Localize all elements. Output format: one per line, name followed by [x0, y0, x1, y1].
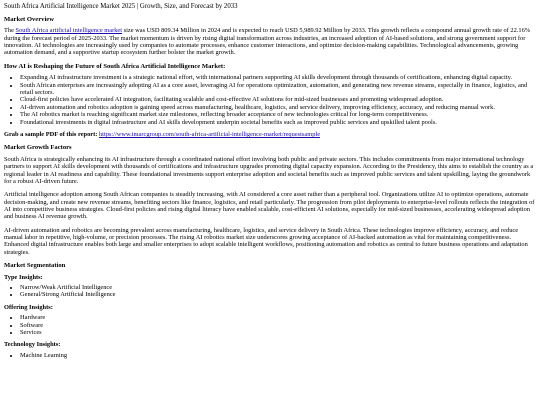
segmentation-heading: Market Segmentation [4, 262, 66, 270]
list-item: • The AI robotics market is reaching significant market size milestones, reflecting broader acceptance of new technologies critical for long-term competitiveness. [20, 111, 536, 118]
market-overview-paragraph [4, 27, 536, 56]
growth-paragraph: Artificial intelligence adoption among South African companies is steadily increasing, with AI considered a core asset rather than a peripheral tool. Organizations utilize AI to optimize operations, automate decision-making, and create new revenue streams, benefiting sectors like finance, logistics, and retail particularly. The progression from pilot deployments to enterprise-level rollouts reflects the integration of AI into competitive business strategies. Cloud-first policies and rising digital literacy have enabled scalable, cost-efficient AI solutions, especially for mid-sized businesses, accelerating widespread adoption and business AI revenue growth. [4, 191, 535, 221]
sample-pdf-label: Grab a sample PDF of this report: [4, 130, 98, 138]
market-overview-heading: Market Overview [4, 15, 54, 23]
list-item: • Expanding AI infrastructure investment is a strategic national effort, with international partners supporting AI skills development through thousands of certifications, enhancing digital capacity. [20, 74, 536, 81]
list-item: • Narrow/Weak Artificial Intelligence [20, 284, 536, 291]
offering-insights-heading: Offering Insights: [4, 303, 53, 311]
growth-paragraph: AI-driven automation and robotics are becoming prevalent across manufacturing, healthcare, logistics, and service delivery in South Africa. These technologies improve efficiency, accuracy, and reduce manual labor in repetitive, high-volume, or precision processes. The rising AI robotics market size underscores growing acceptance of AI-backed automation as vital for maintaining competitiveness. Enhanced digital infrastructure enables both large and smaller enterprises to adopt scalable intelligent workflows, positioning automation and robotics as central to future business operations and adaptation strategies. [4, 226, 528, 256]
reshaping-heading: How AI is Reshaping the Future of South Africa Artificial Intelligence Market: [4, 62, 226, 70]
list-item: • Cloud-first policies have accelerated AI integration, facilitating scalable and cost-effective AI solutions for mid-sized businesses and promoting widespread adoption. [20, 96, 536, 103]
overview-text-pre: The [4, 27, 16, 35]
sample-pdf-line [4, 131, 536, 138]
growth-factors-heading: Market Growth Factors [4, 144, 72, 152]
list-item: • Hardware [20, 314, 536, 321]
type-insights-list [4, 284, 536, 299]
reshaping-list [4, 74, 536, 126]
overview-text-post: size was USD 809.34 Million in 2024 and is expected to reach USD 5,989.92 Million by 2033. This growth reflects a compound annual growth rate of 22.16% during the forecast period of 2025-2033. The market momentum is driven by rising digital transformation across industries, an increased adoption of AI-based solutions, and strong government support for innovation. AI technologies are increasingly used by companies to automate processes, enhance customer interactions, and optimize decision-making capabilities. Technological advancements, growing automation demand, and a supportive startup ecosystem further bolster the market growth. [4, 27, 531, 57]
list-item: • Services [20, 329, 536, 336]
document-title: South Africa Artificial Intelligence Market 2025 | Growth, Size, and Forecast by 2033 [4, 3, 238, 10]
market-report-link[interactable]: South Africa artificial intelligence market [15, 27, 123, 35]
sample-pdf-link[interactable]: https://www.imarcgroup.com/south-africa-artificial-intelligence-market/requestsample [98, 130, 321, 138]
list-item: • AI-driven automation and robotics adoption is gaining speed across manufacturing, healthcare, logistics, and service delivery, improving efficiency, accuracy, and reducing manual work. [20, 104, 536, 111]
offering-insights-list [4, 314, 536, 336]
technology-insights-heading: Technology Insights: [4, 341, 61, 349]
list-item: • Software [20, 322, 536, 329]
list-item: • Foundational investments in digital infrastructure and AI skills development underpin societal benefits such as improved public services and upskilled talent pools. [20, 119, 536, 126]
list-item: • General/Strong Artificial Intelligence [20, 291, 536, 298]
technology-insights-list [4, 352, 536, 359]
type-insights-heading: Type Insights: [4, 273, 43, 281]
list-item: • Machine Learning [20, 352, 536, 359]
growth-paragraph: South Africa is strategically enhancing its AI infrastructure through a coordinated national effort involving both public and private sectors. This includes commitments from major international technology partners to support AI skills development with thousands of certifications and infrastructure upgrades promoting digital capacity expansion. According to the Presidency, this aims to establish the country as a regional leader in AI readiness and capability. These foundational investments support enterprise adoption and societal benefits such as improved public services and talent upskilling, laying the groundwork for a robust AI-driven future. [4, 155, 534, 185]
list-item: • South African enterprises are increasingly adopting AI as a core asset, leveraging AI for operations optimization, automation, and generating new revenue streams, especially in finance, logistics, and retail sectors. [20, 82, 536, 97]
